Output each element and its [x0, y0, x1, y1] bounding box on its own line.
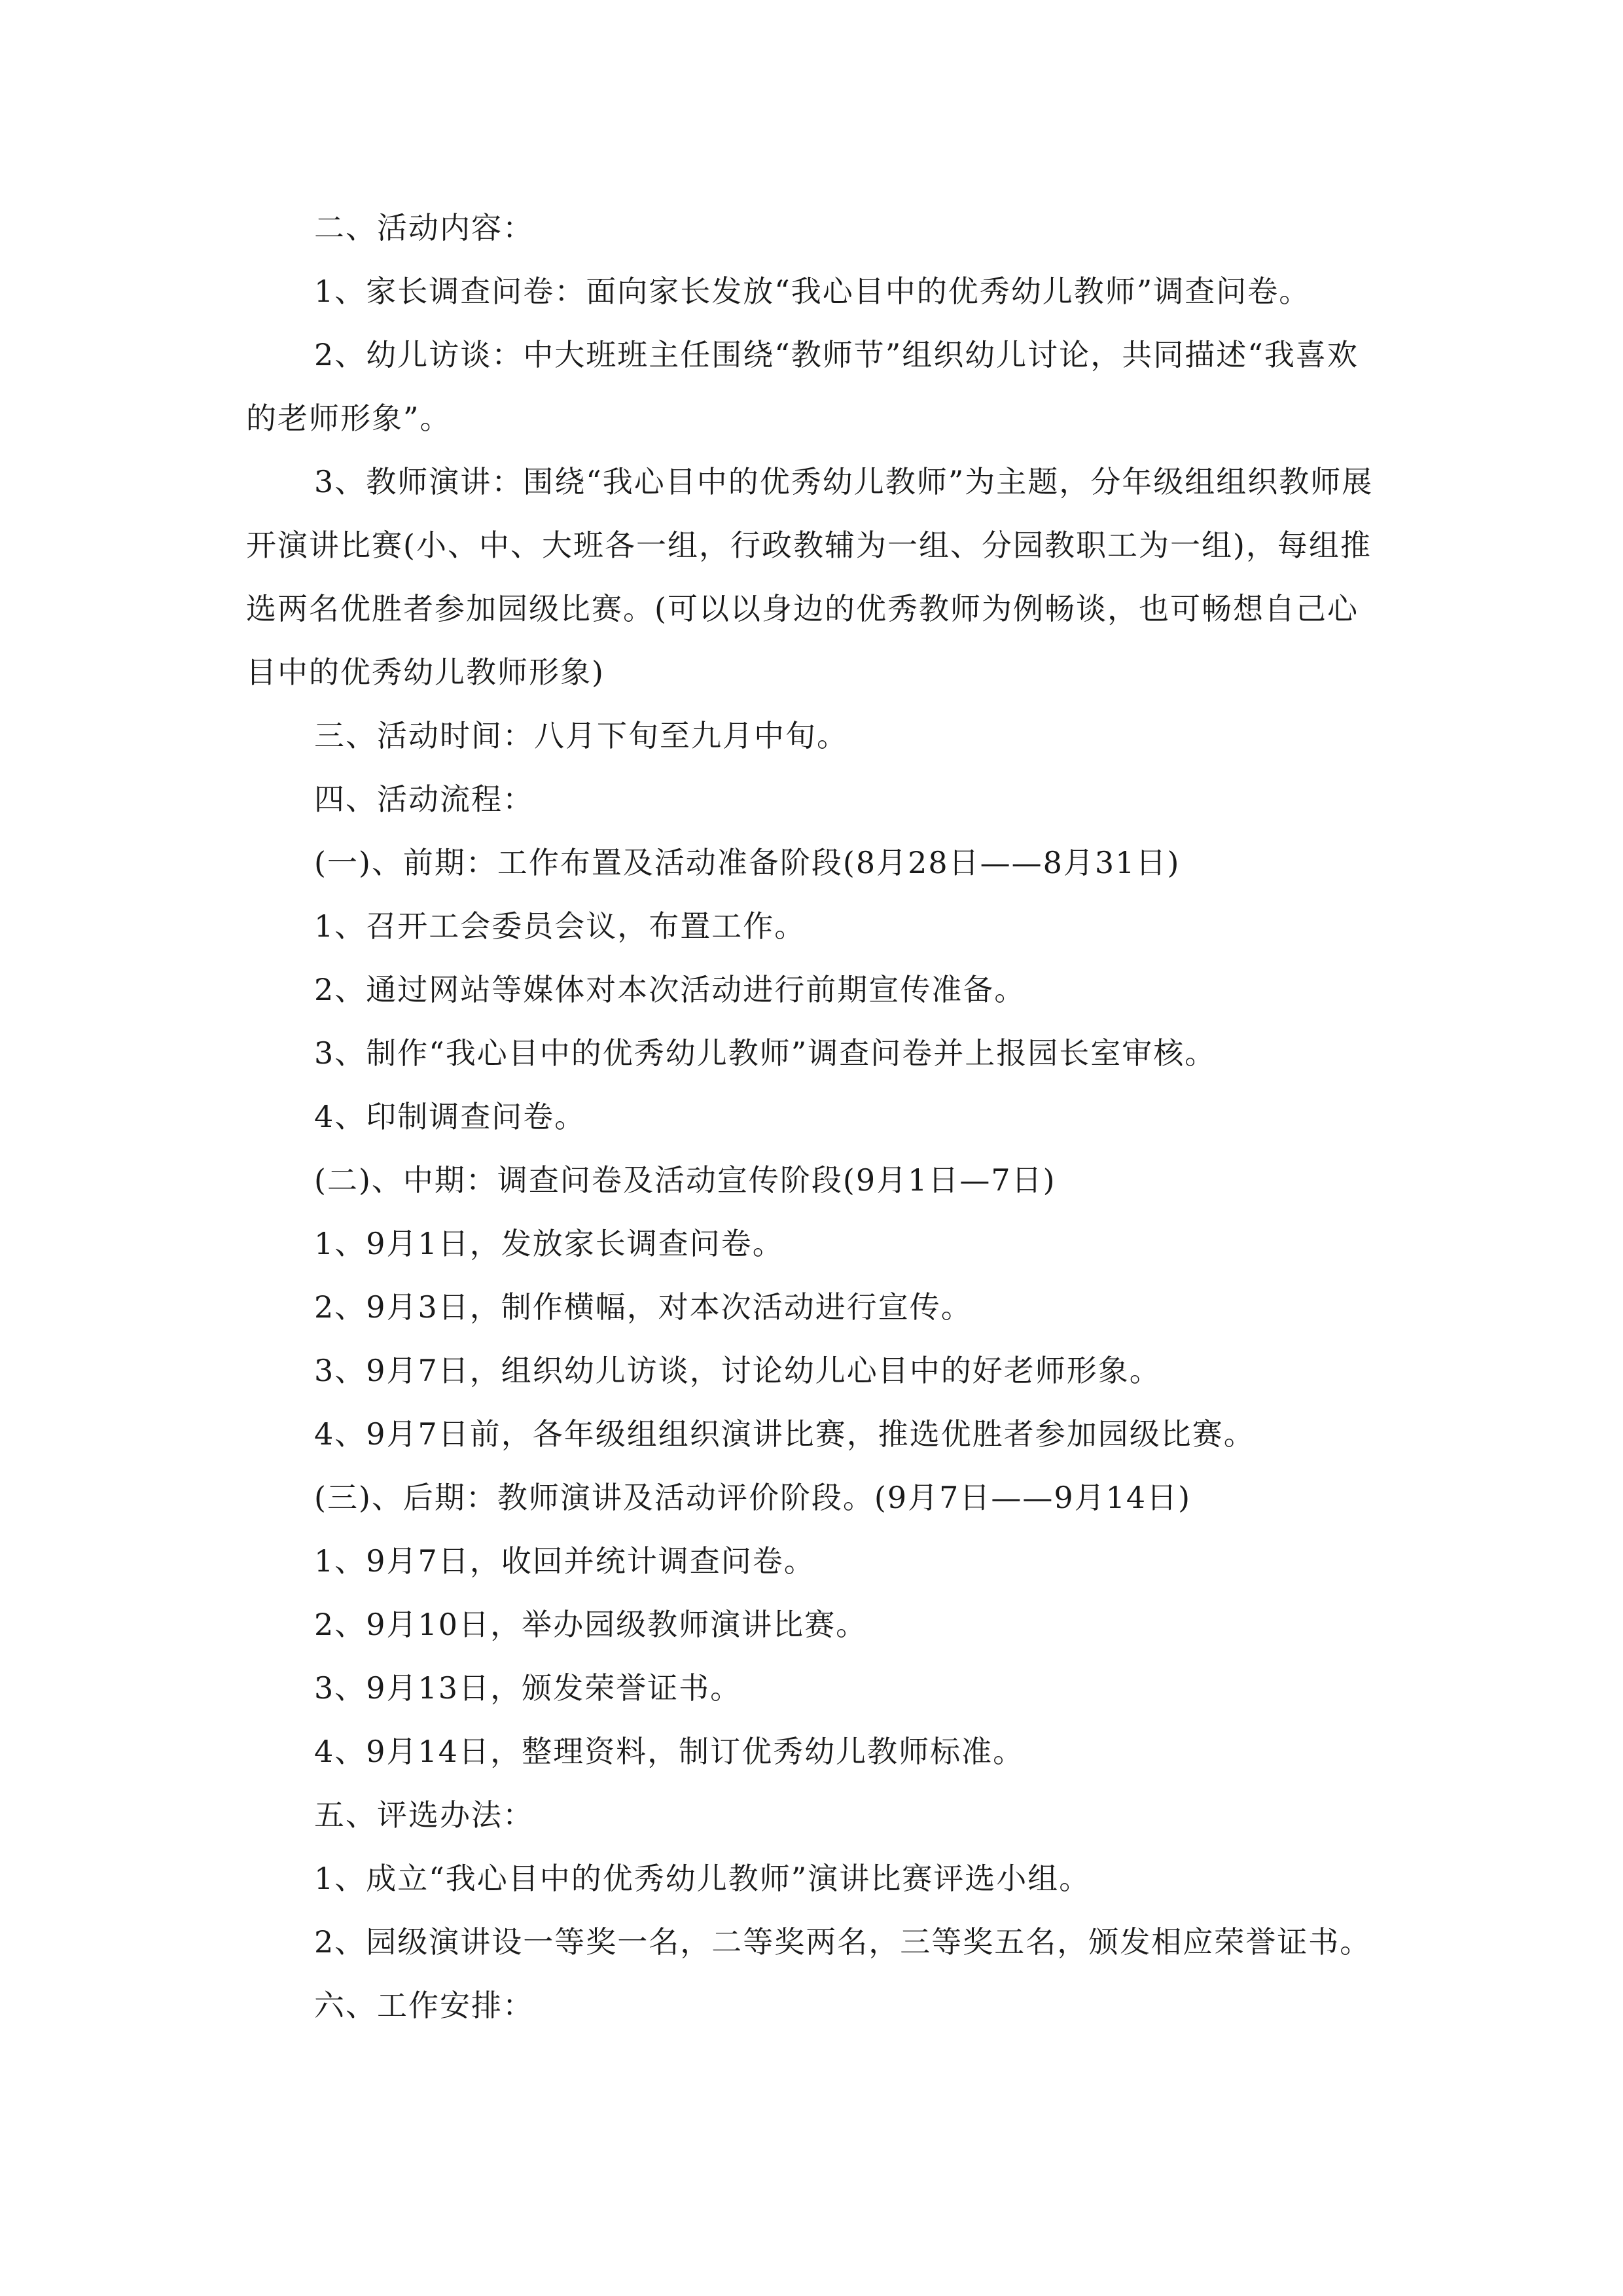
paragraph: 1、家长调查问卷：面向家长发放“我心目中的优秀幼儿教师”调查问卷。 — [314, 274, 1311, 309]
list-item: 4、9月7日前，各年级组组织演讲比赛，推选优胜者参加园级比赛。 — [314, 1416, 1255, 1452]
list-item: 1、召开工会委员会议，布置工作。 — [314, 908, 806, 944]
list-item: 1、9月7日，收回并统计调查问卷。 — [314, 1543, 815, 1579]
list-item: 3、9月13日，颁发荣誉证书。 — [314, 1670, 742, 1706]
list-item: 2、9月3日，制作横幅，对本次活动进行宣传。 — [314, 1289, 972, 1325]
list-item: 1、9月1日，发放家长调查问卷。 — [314, 1226, 784, 1261]
list-item: 2、9月10日，举办园级教师演讲比赛。 — [314, 1607, 868, 1642]
list-item: 1、成立“我心目中的优秀幼儿教师”演讲比赛评选小组。 — [314, 1861, 1091, 1896]
paragraph: 2、幼儿访谈：中大班班主任围绕“教师节”组织幼儿讨论，共同描述“我喜欢的老师形象”。 — [246, 337, 1359, 436]
list-item: 3、制作“我心目中的优秀幼儿教师”调查问卷并上报园长室审核。 — [314, 1035, 1217, 1071]
document-body — [246, 196, 1385, 2037]
section-title: 六、工作安排： — [314, 1988, 534, 2023]
section-title: 三、活动时间：八月下旬至九月中旬。 — [314, 718, 848, 753]
list-item: 2、通过网站等媒体对本次活动进行前期宣传准备。 — [314, 972, 1026, 1007]
list-item: 4、9月14日，整理资料，制订优秀幼儿教师标准。 — [314, 1734, 1025, 1769]
list-item: 4、印制调查问卷。 — [314, 1099, 586, 1134]
list-item: 3、9月7日，组织幼儿访谈，讨论幼儿心目中的好老师形象。 — [314, 1353, 1161, 1388]
section-title: 二、活动内容： — [314, 210, 534, 245]
phase-title: (二)、中期：调查问卷及活动宣传阶段(9月1日—7日) — [314, 1162, 1056, 1198]
section-title: 五、评选办法： — [314, 1797, 534, 1833]
paragraph: 3、教师演讲：围绕“我心目中的优秀幼儿教师”为主题，分年级组组织教师展开演讲比赛(小、中、大班各一组，行政教辅为一组、分园教职工为一组)，每组推选两名优胜者参加园级比赛。(可以以身边的优秀教师为例畅谈，也可畅想自己心目中的优秀幼儿教师形象) — [246, 464, 1374, 690]
section-title: 四、活动流程： — [314, 781, 534, 817]
phase-title: (一)、前期：工作布置及活动准备阶段(8月28日——8月31日) — [314, 845, 1181, 880]
phase-title: (三)、后期：教师演讲及活动评价阶段。(9月7日——9月14日) — [314, 1480, 1192, 1515]
list-item: 2、园级演讲设一等奖一名，二等奖两名，三等奖五名，颁发相应荣誉证书。 — [314, 1924, 1372, 1960]
